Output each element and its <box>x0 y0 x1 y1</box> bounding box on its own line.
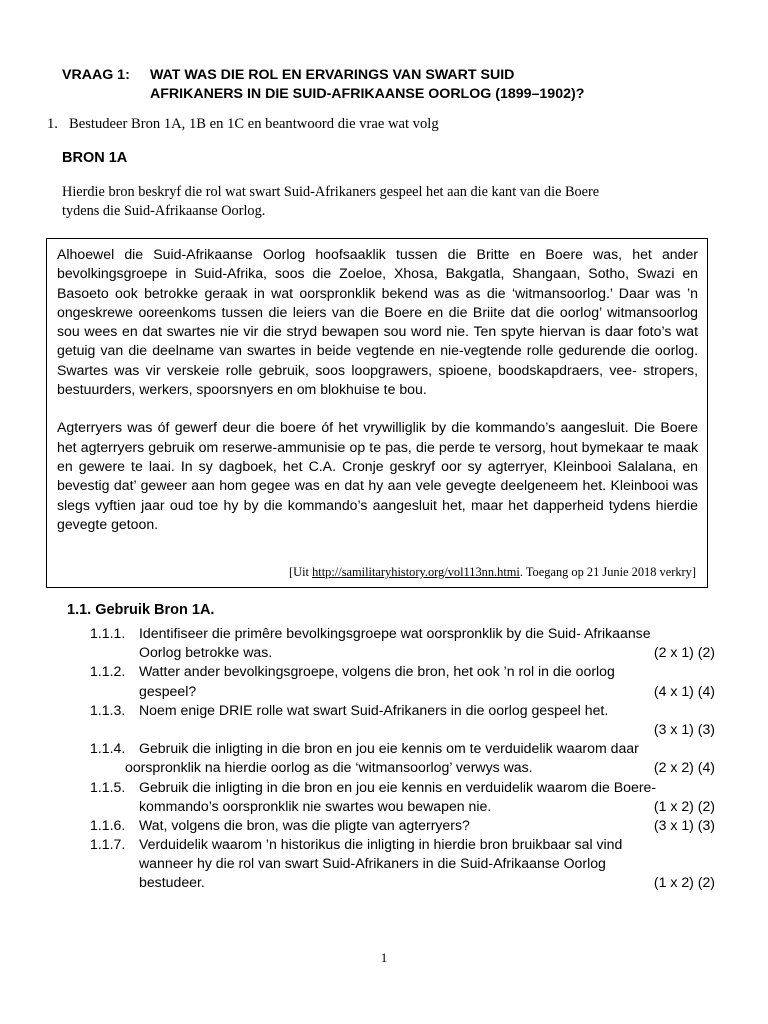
question-marks: (3 x 1) (3) <box>653 720 715 737</box>
question-number: 1.1.5. <box>90 778 126 795</box>
question-item <box>90 739 730 777</box>
question-text-line-2: kommando’s oorspronklik nie swartes wou bewapen nie. <box>139 797 492 814</box>
source-intro <box>62 183 662 221</box>
question-text-line-1: Gebruik die inligting in die bron en jou eie kennis om te verduidelik waarom daar <box>139 740 639 757</box>
question-text-line-1: Gebruik die inligting in die bron en jou eie kennis en verduidelik waarom die Boere- <box>139 778 657 795</box>
question-number: 1.1.7. <box>90 836 126 853</box>
question-text-line-1: Noem enige DRIE rolle wat swart Suid-Afrikaners in die oorlog gespeel het. <box>139 701 609 718</box>
question-marks: (1 x 2) (2) <box>653 797 715 814</box>
question-number: 1.1.1. <box>90 625 126 641</box>
question-marks: (2 x 1) (2) <box>653 644 715 661</box>
question-item <box>90 835 730 893</box>
source-intro-line-1: Hierdie bron beskryf die rol wat swart Suid-Afrikaners gespeel het aan die kant van die Boere <box>62 184 600 200</box>
source-paragraph-1: Alhoewel die Suid-Afrikaanse Oorlog hoofsaaklik tussen die Britte en Boere was, het ander bevolkingsgroepe in Suid-Afrika, soos die Zoeloe, Xhosa, Bakgatla, Shangaan, Sotho, Swazi en Basoeto ook betrokke geraak in wat oorspronklik bekend was as die ‘witmansoorlog.’ Daar was ’n ongeskrewe ooreenkoms tussen die leiers van die Boere en die Briite dat die oorlog’ witmansoorlog sou wees en dat swartes nie vir die stryd bewapen sou word nie. Ten spyte hiervan is daar foto’s wat getuig van die deelname van swartes in beide vegtende en nie-vegtende rolle gedurende die oorlog. Swartes was vir verskeie rolle gebruik, soos loopgrawers, spioene, boodskapdraers, vee- stropers, bestuurders, werkers, spoorsnyers en om blokhuise te bou. <box>57 246 698 398</box>
citation-suffix: . Toegang op 21 Junie 2018 verkry] <box>519 565 696 579</box>
question-text-line-2: wanneer hy die rol van swart Suid-Afrikaners in die Suid-Afrikaanse Oorlog <box>139 855 606 872</box>
question-text-line-1: Verduidelik waarom ’n historikus die inligting in hierdie bron bruikbaar sal vind <box>139 836 623 853</box>
source-title: BRON 1A <box>62 150 128 166</box>
question-text-line-1: Identifiseer die primêre bevolkingsgroepe wat oorspronklik by die Suid- Afrikaanse <box>139 625 651 641</box>
page-number: 1 <box>380 950 388 965</box>
question-item <box>90 624 730 662</box>
question-text-line-2: oorspronklik na hierdie oorlog as die ‘witmansoorlog’ verwys was. <box>125 759 533 776</box>
question-list <box>90 624 730 893</box>
question-title-line-2: AFRIKANERS IN DIE SUID-AFRIKAANSE OORLOG (1899–1902)? <box>150 86 585 102</box>
question-marks: (2 x 2) (4) <box>653 759 715 776</box>
question-number: VRAAG 1: <box>62 67 130 83</box>
question-title <box>150 66 750 104</box>
question-marks: (4 x 1) (4) <box>653 682 715 699</box>
question-text-line-2: Oorlog betrokke was. <box>139 644 273 661</box>
question-item <box>90 662 730 700</box>
question-number: 1.1.2. <box>90 663 126 680</box>
question-marks: (3 x 1) (3) <box>653 816 715 833</box>
section-heading: 1.1. Gebruik Bron 1A. <box>67 602 215 618</box>
question-text-line-2: gespeel? <box>139 682 197 699</box>
question-text-line-1: Wat, volgens die bron, was die pligte van agterryers? <box>139 816 470 833</box>
citation-link[interactable]: http://samilitaryhistory.org/vol113nn.htmi <box>312 565 520 579</box>
instruction-number: 1. <box>47 116 58 132</box>
source-intro-line-2: tydens die Suid-Afrikaanse Oorlog. <box>62 203 266 219</box>
question-text-line-1: Watter ander bevolkingsgroepe, volgens die bron, het ook ’n rol in die oorlog <box>139 663 615 680</box>
instruction <box>47 116 439 133</box>
source-paragraph-2: Agterryers was óf gewerf deur die boere óf het vrywilliglik by die kommando’s aangesluit. Die Boere het agterryers gebruik om reserwe-ammunisie op te pas, die perde te versorg, hout bymekaar te maak en gewere te laai. In sy dagboek, het C.A. Cronje geskryf oor sy agterryer, Kleinbooi Salalana, en bevestig dat’ geweer aan hom gegee was en dat hy aan vele gevegte deelgeneem het. Kleinbooi was slegs vyftien jaar oud toe hy by die kommando’s aangesluit het, maar het dapperheid tydens hierdie gevegte getoon. <box>57 419 698 532</box>
question-number: 1.1.3. <box>90 701 126 718</box>
instruction-text: Bestudeer Bron 1A, 1B en 1C en beantwoord die vrae wat volg <box>69 116 439 132</box>
question-number: 1.1.6. <box>90 816 126 833</box>
question-marks: (1 x 2) (2) <box>653 874 715 891</box>
source-citation <box>289 565 696 580</box>
question-number: 1.1.4. <box>90 740 126 757</box>
question-title-line-1: WAT WAS DIE ROL EN ERVARINGS VAN SWART SUID <box>150 67 515 83</box>
question-text-line-3: bestudeer. <box>139 874 205 891</box>
source-text-box <box>46 238 708 588</box>
question-item <box>90 816 730 835</box>
question-item <box>90 778 730 816</box>
question-item <box>90 701 730 739</box>
citation-prefix: [Uit <box>289 565 313 579</box>
